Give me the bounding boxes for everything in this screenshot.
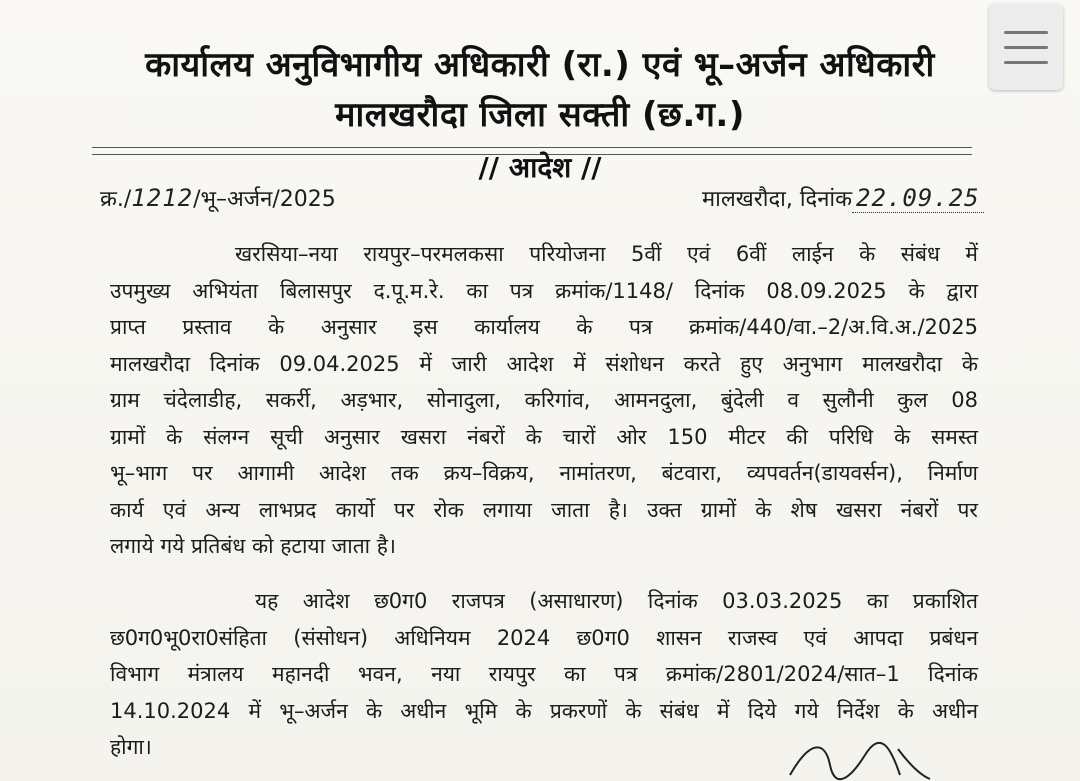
menu-bar [1004, 31, 1048, 34]
reference-number [100, 183, 336, 213]
hamburger-menu-icon[interactable] [989, 4, 1063, 90]
paragraph-line: यह आदेश छ0ग0 राजपत्र (असाधारण) दिनांक 03.03.2025 का प्रकाशित [255, 589, 978, 613]
reference-handwritten-number: 1212 [131, 184, 194, 212]
office-title-line2: मालखरौदा जिला सक्ती (छ.ग.) [335, 95, 745, 135]
handwritten-date: 22.09.25 [856, 184, 980, 212]
reference-suffix: /भू–अर्जन/2025 [193, 187, 336, 212]
office-title-line1: कार्यालय अनुविभागीय अधिकारी (रा.) एवं भू–अर्जन अधिकारी [145, 45, 935, 85]
paragraph-line: लगाये गये प्रतिबंध को हटाया जाता है। [110, 534, 396, 558]
paragraph-line: खरसिया–नया रायपुर–परमलकसा परियोजना 5वीं एवं 6वीं लाईन के संबंध में [235, 242, 978, 266]
place-date [702, 183, 984, 213]
reference-prefix: क्र./ [100, 187, 132, 212]
signature-mark [780, 735, 940, 781]
order-title: // आदेश // [478, 151, 602, 184]
order-paragraph-1 [110, 236, 978, 565]
paragraph-line: होगा। [110, 735, 152, 759]
paragraph-line: कार्य एवं अन्य लाभप्रद कार्यो पर रोक लगाया जाता है। उक्त ग्रामों के शेष खसरा नंबरों पर [110, 497, 978, 522]
paragraph-line: ग्राम चंदेलाडीह, सकर्री, अड़भार, सोनादुला, करिगांव, आमनदुला, बुंदेली व सुलौनी कुल 08 [110, 388, 978, 412]
paragraph-line: ग्रामों के संलग्न सूची अनुसार खसरा नंबरों के चारों ओर 150 मीटर की परिधि के समस्त [110, 424, 978, 449]
menu-bar [1004, 46, 1048, 49]
paragraph-line: मालखरौदा दिनांक 09.04.2025 में जारी आदेश में संशोधन करते हुए अनुभाग मालखरौदा के [110, 351, 978, 376]
paragraph-line: प्राप्त प्रस्ताव के अनुसार इस कार्यालय के पत्र क्रमांक/440/वा.–2/अ.वि.अ./2025 [110, 315, 978, 339]
paragraph-line: उपमुख्य अभियंता बिलासपुर द.पू.म.रे. का पत्र क्रमांक/1148/ दिनांक 08.09.2025 के द्वारा [110, 278, 978, 303]
paragraph-line: विभाग मंत्रालय महानदी भवन, नया रायपुर का पत्र क्रमांक/2801/2024/सात–1 दिनांक [110, 662, 978, 686]
paragraph-line: 14.10.2024 में भू–अर्जन के अधीन भूमि के प्रकरणों के संबंध में दिये गये निर्देश के अधीन [110, 698, 978, 723]
paragraph-line: छ0ग0भू0रा0संहिता (संसोधन) अधिनियम 2024 छ0ग0 शासन राजस्व एवं आपदा प्रबंधन [110, 625, 978, 650]
menu-bar [1004, 61, 1048, 64]
paragraph-line: भू–भाग पर आगामी आदेश तक क्रय–विक्रय, नामांतरण, बंटवारा, व्यपवर्तन(डायवर्सन), निर्माण [110, 461, 978, 485]
place-date-label: मालखरौदा, दिनांक [702, 187, 853, 212]
